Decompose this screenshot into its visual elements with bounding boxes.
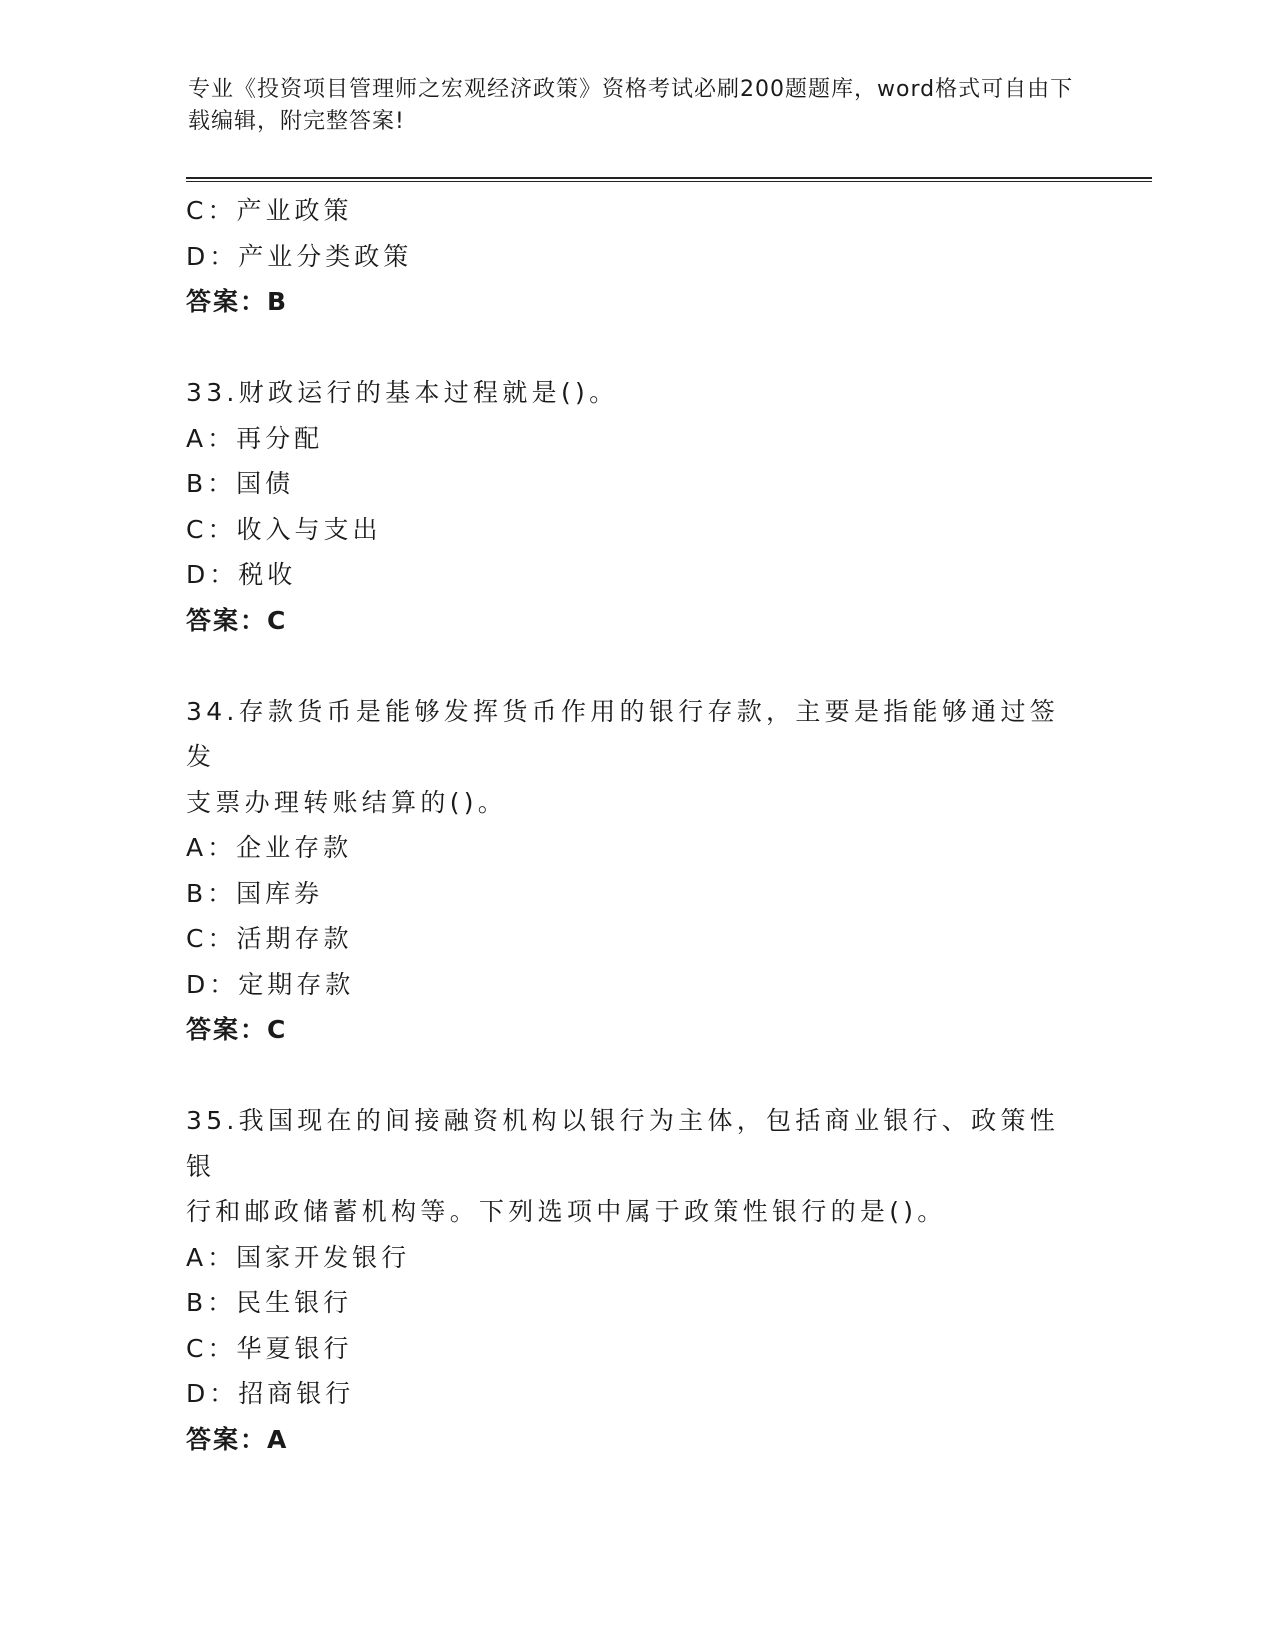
option-label: D：: [186, 241, 239, 271]
answer-line: 答案：A: [186, 1424, 289, 1454]
option-d: [186, 552, 1086, 598]
option-text: 收入与支出: [236, 514, 382, 544]
question-stem-continued: 行和邮政储蓄机构等。下列选项中属于政策性银行的是()。: [186, 1197, 947, 1226]
option-text: 民生银行: [236, 1288, 353, 1317]
option-c: [186, 916, 1086, 962]
option-d: [186, 1371, 1086, 1417]
option-label: C：: [186, 1333, 237, 1363]
option-label: D：: [186, 1379, 239, 1408]
option-a: [186, 825, 1086, 871]
question-stem: 34.存款货币是能够发挥货币作用的银行存款，主要是指能够通过签发: [186, 696, 1060, 771]
option-b: [186, 461, 1086, 507]
option-label: C：: [186, 196, 237, 225]
option-d: [186, 962, 1086, 1008]
option-text: 招商银行: [238, 1379, 355, 1408]
option-label: D：: [186, 969, 239, 999]
option-label: C：: [186, 514, 237, 544]
option-b: [186, 1280, 1086, 1326]
option-c: [186, 507, 1086, 553]
option-label: B：: [186, 1288, 237, 1317]
option-text: 华夏银行: [236, 1333, 353, 1363]
option-text: 税收: [238, 560, 297, 589]
spacer: [186, 1053, 1086, 1099]
option-c: [186, 188, 1086, 234]
header-divider: [186, 177, 1152, 182]
option-a: [186, 1235, 1086, 1281]
answer-line: 答案：C: [186, 605, 288, 635]
option-a: [186, 416, 1086, 462]
option-label: D：: [186, 560, 239, 589]
question-34: [186, 689, 1086, 1053]
option-text: 企业存款: [236, 833, 353, 862]
question-stem: 33.财政运行的基本过程就是()。: [186, 378, 619, 407]
spacer: [186, 325, 1086, 371]
answer-line: 答案：B: [186, 287, 289, 316]
option-label: A：: [186, 423, 237, 453]
document-header: [188, 74, 1088, 138]
option-label: A：: [186, 1242, 237, 1272]
spacer: [186, 643, 1086, 689]
option-label: B：: [186, 469, 237, 498]
option-text: 定期存款: [238, 969, 355, 999]
question-stem: 35.我国现在的间接融资机构以银行为主体，包括商业银行、政策性银: [186, 1106, 1060, 1181]
option-text: 产业分类政策: [238, 241, 413, 271]
question-stem-continued: 支票办理转账结算的()。: [186, 787, 508, 817]
option-d: [186, 234, 1086, 280]
option-text: 活期存款: [236, 924, 353, 953]
question-33: [186, 370, 1086, 643]
header-text: 专业《投资项目管理师之宏观经济政策》资格考试必刷200题题库，word格式可自由下载编辑，附完整答案!: [188, 77, 1074, 134]
question-35: [186, 1098, 1086, 1462]
option-text: 国库券: [236, 878, 324, 908]
answer-line: 答案：C: [186, 1015, 288, 1044]
question-32-partial: [186, 188, 1086, 325]
option-text: 再分配: [236, 423, 324, 453]
option-label: C：: [186, 924, 237, 953]
option-text: 产业政策: [236, 196, 353, 225]
option-text: 国债: [236, 469, 295, 498]
option-b: [186, 871, 1086, 917]
option-c: [186, 1326, 1086, 1372]
option-label: A：: [186, 833, 237, 862]
option-label: B：: [186, 878, 237, 908]
option-text: 国家开发银行: [236, 1242, 411, 1272]
question-list: [186, 188, 1086, 1462]
